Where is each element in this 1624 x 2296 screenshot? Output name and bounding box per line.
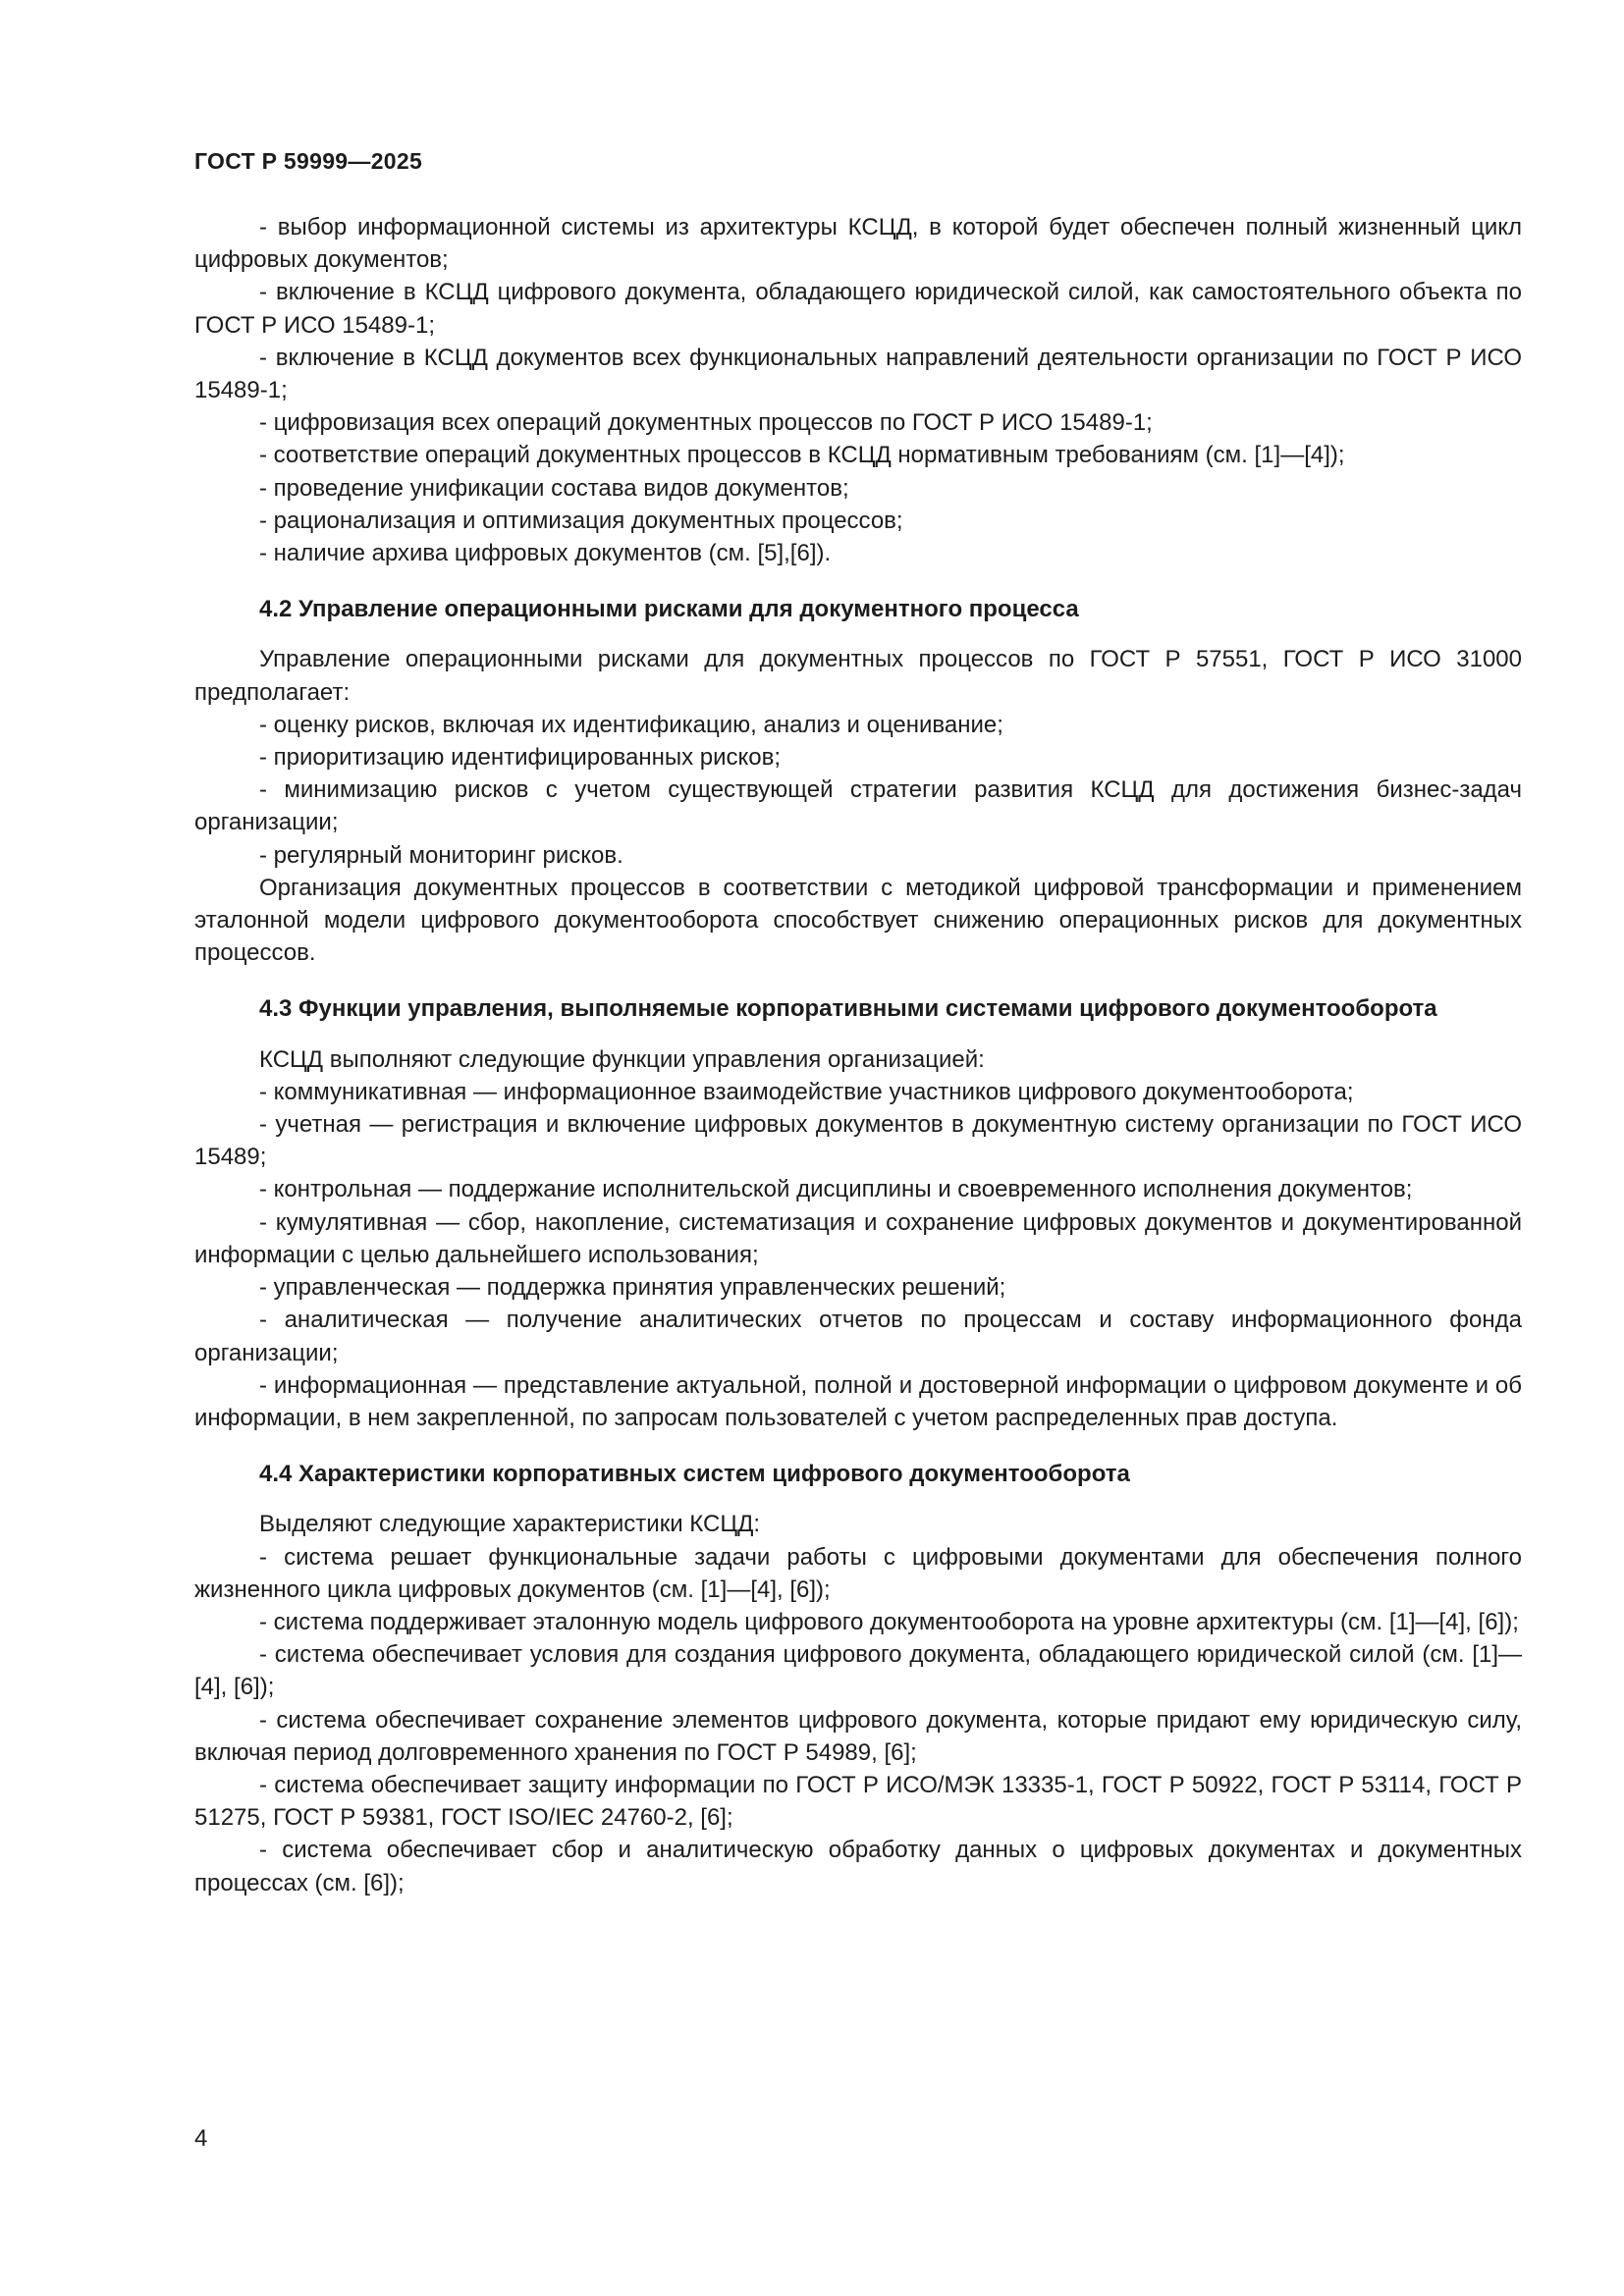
list-item: - коммуникативная — информационное взаимодействие участников цифрового документооборота; — [259, 1078, 1354, 1105]
list-item: - наличие архива цифровых документов (см. [5],[6]). — [259, 540, 832, 567]
list-item: - кумулятивная — сбор, накопление, систематизация и сохранение цифровых документов и документированной информации с целью дальнейшего использования; — [194, 1208, 1522, 1268]
page-number: 4 — [194, 2125, 208, 2152]
body-paragraph: Выделяют следующие характеристики КСЦД: — [259, 1511, 760, 1538]
list-item: - цифровизация всех операций документных процессов по ГОСТ Р ИСО 15489-1; — [259, 409, 1153, 437]
list-item: - контрольная — поддержание исполнительской дисциплины и своевременного исполнения документов; — [259, 1176, 1413, 1203]
body-paragraph: КСЦД выполняют следующие функции управления организацией: — [259, 1045, 985, 1073]
list-item: - система обеспечивает условия для создания цифрового документа, обладающего юридической силой (см. [1]—[4], [6]); — [194, 1641, 1522, 1701]
list-item: - система обеспечивает сбор и аналитическую обработку данных о цифровых документах и документных процессах (см. [6]); — [194, 1837, 1522, 1896]
body-paragraph: Управление операционными рисками для документных процессов по ГОСТ Р 57551, ГОСТ Р ИСО 31000 предполагает: — [194, 646, 1522, 706]
list-item: - рационализация и оптимизация документных процессов; — [259, 507, 903, 534]
list-item: - оценку рисков, включая их идентификацию, анализ и оценивание; — [259, 711, 1003, 738]
section-heading-4-2: 4.2 Управление операционными рисками для документного процесса — [259, 596, 1079, 623]
list-item: - система решает функциональные задачи работы с цифровыми документами для обеспечения полного жизненного цикла цифровых документов (см. [1]—[4], [6]); — [194, 1543, 1522, 1603]
list-item: - соответствие операций документных процессов в КСЦД нормативным требованиям (см. [1]—[4]); — [259, 442, 1345, 469]
list-item: - система обеспечивает сохранение элементов цифрового документа, которые придают ему юридическую силу, включая период долговременного хранения по ГОСТ Р 54989, [6]; — [194, 1706, 1522, 1766]
section-heading-4-3: 4.3 Функции управления, выполняемые корпоративными системами цифрового документооборота — [259, 995, 1437, 1023]
list-item: - система поддерживает эталонную модель цифрового документооборота на уровне архитектуры (см. [1]—[4], [6]); — [259, 1608, 1519, 1635]
body-paragraph: Организация документных процессов в соответствии с методикой цифровой трансформации и применением эталонной модели цифрового документооборота способствует снижению операционных рисков для документных процессов. — [194, 874, 1522, 967]
section-heading-4-4: 4.4 Характеристики корпоративных систем цифрового документооборота — [259, 1461, 1130, 1488]
list-item: - учетная — регистрация и включение цифровых документов в документную систему организации по ГОСТ ИСО 15489; — [194, 1111, 1522, 1171]
list-item: - регулярный мониторинг рисков. — [259, 841, 623, 869]
list-item: - приоритизацию идентифицированных рисков; — [259, 744, 782, 772]
list-item: - минимизацию рисков с учетом существующей стратегии развития КСЦД для достижения бизнес-задач организации; — [194, 776, 1522, 836]
document-header: ГОСТ Р 59999—2025 — [194, 148, 423, 174]
list-item: - проведение унификации состава видов документов; — [259, 474, 849, 502]
list-item: - включение в КСЦД цифрового документа, обладающего юридической силой, как самостоятельного объекта по ГОСТ Р ИСО 15489-1; — [194, 279, 1522, 339]
document-page — [194, 147, 1522, 1899]
list-item: - аналитическая — получение аналитических отчетов по процессам и составу информационного фонда организации; — [194, 1307, 1522, 1366]
document-body — [194, 211, 1522, 1899]
list-item: - информационная — представление актуальной, полной и достоверной информации о цифровом документе и об информации, в нем закрепленной, по запросам пользователей с учетом распределенных прав доступа. — [194, 1371, 1522, 1431]
list-item: - включение в КСЦД документов всех функциональных направлений деятельности организации по ГОСТ Р ИСО 15489-1; — [194, 344, 1522, 404]
list-item: - управленческая — поддержка принятия управленческих решений; — [259, 1274, 1006, 1302]
list-item: - выбор информационной системы из архитектуры КСЦД, в которой будет обеспечен полный жизненный цикл цифровых документов; — [194, 214, 1522, 274]
list-item: - система обеспечивает защиту информации по ГОСТ Р ИСО/МЭК 13335-1, ГОСТ Р 50922, ГОСТ Р 53114, ГОСТ Р 51275, ГОСТ Р 59381, ГОСТ ISO/IEC 24760-2, [6]; — [194, 1771, 1522, 1832]
